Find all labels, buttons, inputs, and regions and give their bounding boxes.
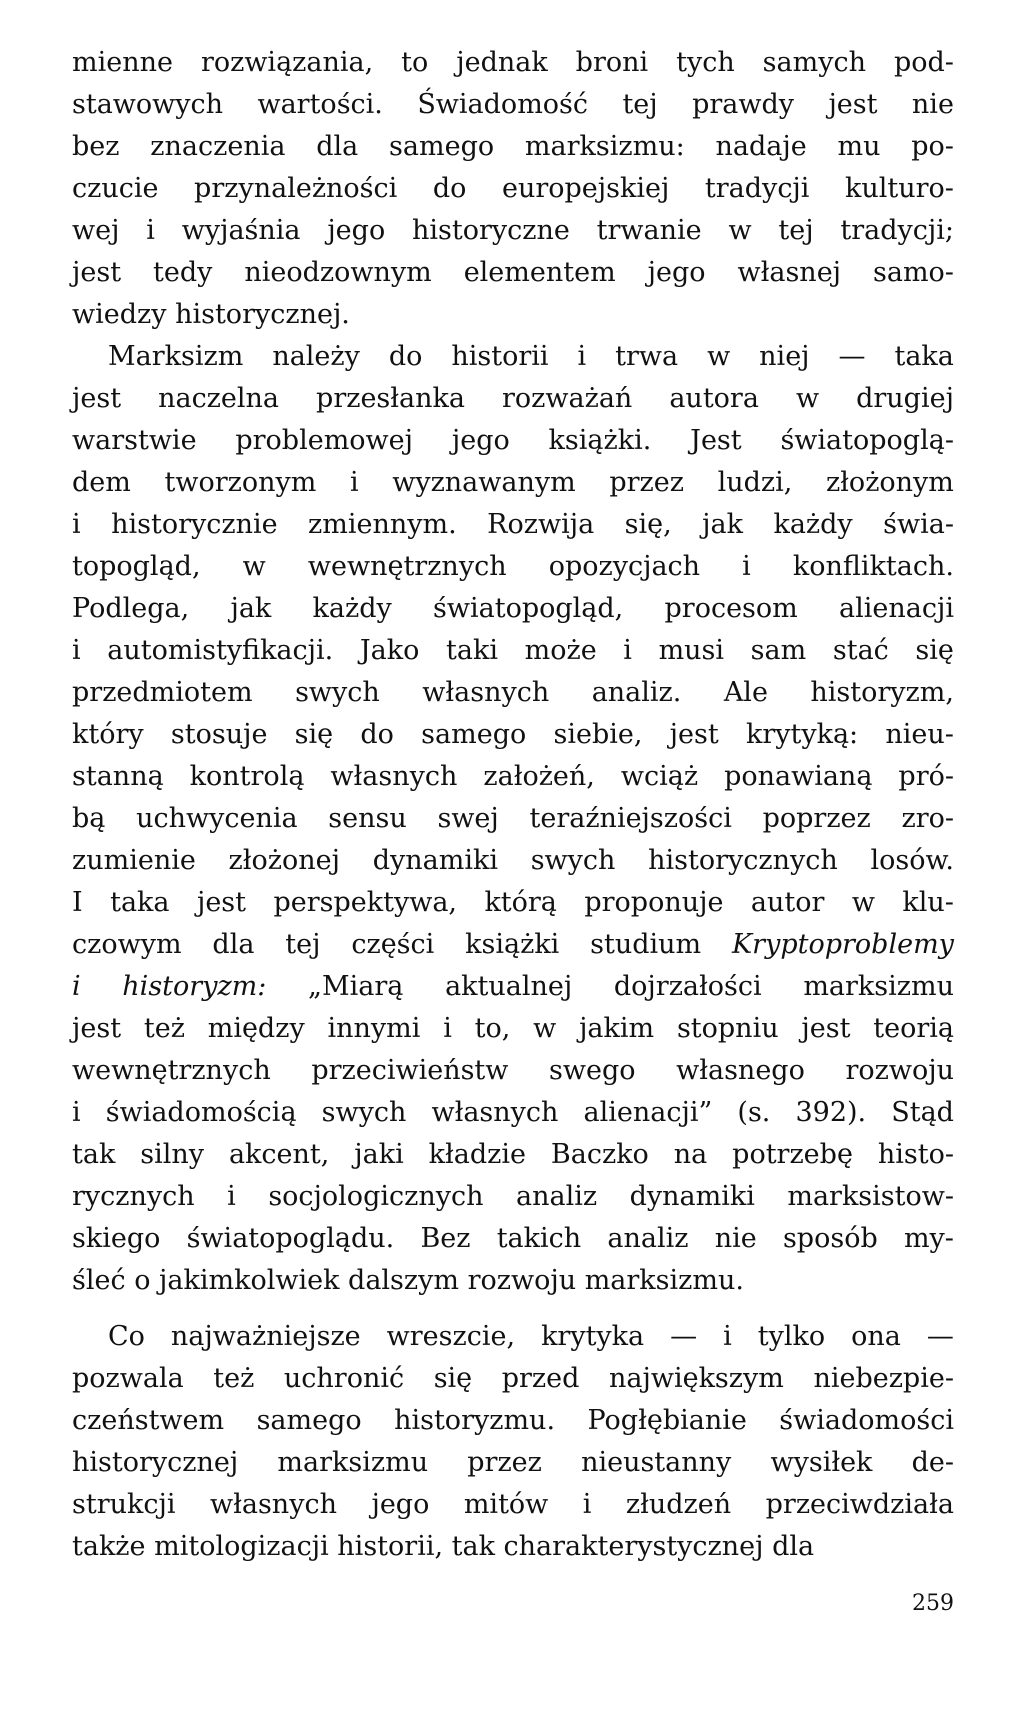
word: jego xyxy=(647,257,706,288)
word: się xyxy=(433,1363,473,1394)
word: mitologizacji xyxy=(154,1531,338,1562)
word: jaki xyxy=(354,1139,404,1170)
text-line xyxy=(72,378,954,420)
word: problemowej xyxy=(235,425,414,456)
word: i xyxy=(227,1181,236,1212)
word: uchronić xyxy=(283,1363,405,1394)
word: ludzi, xyxy=(717,467,793,498)
word: do xyxy=(360,719,394,750)
word: tradycji xyxy=(704,173,810,204)
word: pod- xyxy=(893,47,954,78)
word: własnego xyxy=(676,1055,805,1086)
text-line xyxy=(72,420,954,462)
word: teraźniejszości xyxy=(529,803,732,834)
word: „Miarą xyxy=(308,971,404,1002)
word: Jest xyxy=(690,425,742,456)
word: i xyxy=(146,215,155,246)
word: opozycjach xyxy=(548,551,701,582)
word: pozwala xyxy=(72,1363,184,1394)
word: trwa xyxy=(615,341,679,372)
word: w xyxy=(795,383,820,414)
word: nieu- xyxy=(885,719,954,750)
word: jak xyxy=(702,509,744,540)
word: Pogłębianie xyxy=(587,1405,747,1436)
text-line xyxy=(72,1218,954,1260)
text-line xyxy=(72,294,954,336)
word: o xyxy=(134,1265,160,1296)
word: drugiej xyxy=(856,383,954,414)
word: potrzebę xyxy=(732,1139,853,1170)
text-line xyxy=(72,924,954,966)
word: przesłanka xyxy=(316,383,465,414)
word: historyczne xyxy=(412,215,570,246)
word: jak xyxy=(230,593,272,624)
word: złożonym xyxy=(825,467,954,498)
word: przed xyxy=(501,1363,580,1394)
text-line xyxy=(72,798,954,840)
word: alienacji xyxy=(839,593,954,624)
word: tworzonym xyxy=(164,467,317,498)
word: historycznie xyxy=(111,509,278,540)
word: mitów xyxy=(463,1489,549,1520)
word: broni xyxy=(575,47,649,78)
word: przeciwieństw xyxy=(311,1055,509,1086)
word: historyzmu. xyxy=(394,1405,556,1436)
word: stawowych xyxy=(72,89,224,120)
word: mu xyxy=(837,131,881,162)
word: też xyxy=(213,1363,255,1394)
word: autora xyxy=(669,383,759,414)
word: się xyxy=(915,635,954,666)
word: poprzez xyxy=(762,803,871,834)
text-line xyxy=(72,588,954,630)
text-line xyxy=(72,84,954,126)
word: nie xyxy=(714,1223,757,1254)
word: procesom xyxy=(664,593,798,624)
word: bą xyxy=(72,803,106,834)
word: musi xyxy=(658,635,725,666)
word: akcent, xyxy=(228,1139,330,1170)
body-text xyxy=(72,42,954,1568)
word: marksizmu xyxy=(277,1447,429,1478)
word: automistyfikacji. xyxy=(107,635,334,666)
word: świa- xyxy=(883,509,954,540)
text-line xyxy=(72,1008,954,1050)
word: własnych xyxy=(431,1097,559,1128)
word: de- xyxy=(911,1447,954,1478)
word: własnych xyxy=(330,761,458,792)
word: Bez xyxy=(420,1223,471,1254)
word: złożonej xyxy=(228,845,341,876)
word: (s. xyxy=(737,1097,771,1128)
word: historii xyxy=(451,341,549,372)
word: swych xyxy=(321,1097,407,1128)
word: nieodzownym xyxy=(244,257,432,288)
word: dem xyxy=(72,467,131,498)
word: wartości. xyxy=(257,89,383,120)
word: stosuje xyxy=(170,719,268,750)
word: sposób xyxy=(782,1223,878,1254)
word: historycznej. xyxy=(175,299,350,330)
word: rozwiązania, xyxy=(200,47,374,78)
text-line xyxy=(72,252,954,294)
word: ponawianą xyxy=(724,761,873,792)
word: śleć xyxy=(72,1265,135,1296)
word: trwanie xyxy=(596,215,702,246)
word: charakterystycznej xyxy=(503,1531,773,1562)
word: marksistow- xyxy=(787,1181,954,1212)
word: analiz. xyxy=(591,677,682,708)
word: zumienie xyxy=(72,845,196,876)
word: nie xyxy=(911,89,954,120)
word: przynależności xyxy=(194,173,398,204)
word: historyzm: xyxy=(122,971,267,1002)
word: stopniu xyxy=(676,1013,779,1044)
text-line xyxy=(72,336,954,378)
word: i xyxy=(443,1013,452,1044)
word: jakimkolwiek xyxy=(159,1265,349,1296)
word: w xyxy=(851,887,875,918)
word: tradycji; xyxy=(840,215,954,246)
text-line xyxy=(72,756,954,798)
word: ona xyxy=(851,1321,901,1352)
word: własnych xyxy=(209,1489,337,1520)
word: nadaje xyxy=(715,131,807,162)
word: się, xyxy=(624,509,672,540)
word: w xyxy=(707,341,731,372)
word: marksizmu. xyxy=(584,1265,744,1296)
word: klu- xyxy=(902,887,954,918)
word: może xyxy=(524,635,597,666)
word: Rozwija xyxy=(487,509,595,540)
word: uchwycenia xyxy=(136,803,298,834)
text-line xyxy=(72,42,954,84)
word: Co xyxy=(108,1321,145,1352)
word: na xyxy=(673,1139,708,1170)
word: studium xyxy=(590,929,702,960)
word: warstwie xyxy=(72,425,197,456)
text-line xyxy=(72,630,954,672)
word: tylko xyxy=(757,1321,826,1352)
word: marksizmu: xyxy=(524,131,685,162)
word: samego xyxy=(421,719,527,750)
text-line xyxy=(72,1526,954,1568)
word: histo- xyxy=(877,1139,954,1170)
word: wciąż xyxy=(620,761,699,792)
word: i xyxy=(349,467,359,498)
word: światopogląd, xyxy=(433,593,624,624)
word: założeń, xyxy=(483,761,595,792)
word: wej xyxy=(72,215,120,246)
word: własnych xyxy=(422,677,550,708)
word: historycznych xyxy=(648,845,838,876)
word: stanną xyxy=(72,761,164,792)
word: i xyxy=(72,635,81,666)
word: po- xyxy=(911,131,954,162)
word: I xyxy=(72,887,83,918)
paragraph xyxy=(72,336,954,1302)
word: czowym xyxy=(72,929,182,960)
word: jest xyxy=(196,887,247,918)
word: jego xyxy=(451,425,510,456)
word: i xyxy=(742,551,751,582)
word: historyzm, xyxy=(810,677,954,708)
word: jakim xyxy=(579,1013,655,1044)
word: wreszcie, xyxy=(386,1321,516,1352)
word: samego xyxy=(256,1405,362,1436)
word: i xyxy=(623,635,632,666)
word: losów. xyxy=(870,845,954,876)
word: — xyxy=(670,1321,698,1352)
word: książki xyxy=(465,929,560,960)
word: europejskiej xyxy=(501,173,670,204)
word: który xyxy=(72,719,144,750)
word: 392). xyxy=(795,1097,867,1128)
word: jest xyxy=(72,257,122,288)
word: każdy xyxy=(312,593,392,624)
word: Świadomość xyxy=(417,89,589,120)
word: proponuje xyxy=(584,887,724,918)
word: krytyka xyxy=(541,1321,645,1352)
text-line xyxy=(72,672,954,714)
word: którą xyxy=(484,887,557,918)
word: historycznej xyxy=(72,1447,239,1478)
word: rozwoju xyxy=(845,1055,954,1086)
word: i xyxy=(72,971,81,1002)
text-line xyxy=(72,462,954,504)
word: świadomością xyxy=(105,1097,297,1128)
text-line xyxy=(72,210,954,252)
word: też xyxy=(143,1013,185,1044)
word: świadomości xyxy=(779,1405,954,1436)
text-line xyxy=(72,1400,954,1442)
word: perspektywa, xyxy=(273,887,457,918)
word: samo- xyxy=(873,257,954,288)
page-number: 259 xyxy=(912,1591,954,1616)
word: kontrolą xyxy=(189,761,305,792)
word: jest xyxy=(828,89,878,120)
word: siebie, xyxy=(553,719,643,750)
text-line xyxy=(72,1442,954,1484)
word: zro- xyxy=(901,803,954,834)
word: i xyxy=(723,1321,732,1352)
word: kulturo- xyxy=(845,173,954,204)
text-line xyxy=(72,1092,954,1134)
word: my- xyxy=(903,1223,954,1254)
word: swych xyxy=(530,845,616,876)
word: aktualnej xyxy=(445,971,573,1002)
word: stać xyxy=(832,635,889,666)
text-line xyxy=(72,1050,954,1092)
word: niej xyxy=(759,341,810,372)
word: tej xyxy=(622,89,658,120)
word: Podlega, xyxy=(72,593,190,624)
text-line xyxy=(72,714,954,756)
word: konfliktach. xyxy=(792,551,954,582)
word: tych xyxy=(676,47,735,78)
word: takich xyxy=(496,1223,582,1254)
word: wewnętrznych xyxy=(72,1055,271,1086)
word: czucie xyxy=(72,173,159,204)
word: swego xyxy=(549,1055,636,1086)
word: kładzie xyxy=(428,1139,526,1170)
word: światopoglądu. xyxy=(186,1223,395,1254)
word: dalszym xyxy=(348,1265,468,1296)
word: jest xyxy=(72,1013,122,1044)
word: każdy xyxy=(773,509,853,540)
text-line xyxy=(72,504,954,546)
word: wyjaśnia xyxy=(181,215,301,246)
word: tak xyxy=(451,1531,504,1562)
word: złudzeń xyxy=(625,1489,732,1520)
word: i xyxy=(582,1489,592,1520)
text-line xyxy=(72,1176,954,1218)
word: — xyxy=(838,341,866,372)
word: dojrzałości xyxy=(613,971,762,1002)
word: taka xyxy=(110,887,170,918)
word: sam xyxy=(750,635,807,666)
word: części xyxy=(351,929,435,960)
word: samego xyxy=(389,131,495,162)
word: socjologicznych xyxy=(268,1181,484,1212)
text-line xyxy=(72,1484,954,1526)
text-line xyxy=(72,126,954,168)
word: jest xyxy=(72,383,122,414)
word: tej xyxy=(778,215,814,246)
word: swych xyxy=(295,677,380,708)
word: należy xyxy=(272,341,360,372)
word: strukcji xyxy=(72,1489,176,1520)
text-line xyxy=(72,1316,954,1358)
word: tej xyxy=(285,929,321,960)
word: jego xyxy=(327,215,386,246)
word: wyznawanym xyxy=(392,467,576,498)
word: sensu xyxy=(328,803,407,834)
word: to, xyxy=(474,1013,511,1044)
word: to xyxy=(401,47,429,78)
word: przez xyxy=(609,467,684,498)
word: mienne xyxy=(72,47,173,78)
text-line xyxy=(72,966,954,1008)
word: Kryptoproblemy xyxy=(732,929,954,960)
word: tak xyxy=(72,1139,116,1170)
text-line xyxy=(72,1358,954,1400)
word: alienacji” xyxy=(583,1097,713,1128)
text-line xyxy=(72,1260,954,1302)
word: Ale xyxy=(723,677,768,708)
word: w xyxy=(533,1013,557,1044)
word: jego xyxy=(371,1489,430,1520)
word: — xyxy=(926,1321,954,1352)
word: przeciwdziała xyxy=(765,1489,954,1520)
word: innymi xyxy=(327,1013,421,1044)
word: najważniejsze xyxy=(170,1321,361,1352)
word: samych xyxy=(762,47,866,78)
word: światopoglą- xyxy=(780,425,954,456)
word: rozważań xyxy=(502,383,633,414)
word: elementem xyxy=(463,257,616,288)
word: znaczenia xyxy=(150,131,286,162)
word: analiz xyxy=(515,1181,598,1212)
word: silny xyxy=(140,1139,205,1170)
word: dynamiki xyxy=(372,845,498,876)
word: Jako xyxy=(359,635,420,666)
word: skiego xyxy=(72,1223,161,1254)
word: dla xyxy=(772,1531,815,1562)
paragraph xyxy=(72,1316,954,1568)
word: pró- xyxy=(898,761,954,792)
word: własnej xyxy=(737,257,842,288)
word: krytyką: xyxy=(745,719,859,750)
text-line xyxy=(72,1134,954,1176)
word: się xyxy=(294,719,334,750)
word: i xyxy=(577,341,587,372)
word: historii, xyxy=(337,1531,452,1562)
word: swej xyxy=(437,803,499,834)
word: dynamiki xyxy=(629,1181,755,1212)
word: bez xyxy=(72,131,120,162)
paragraph xyxy=(72,42,954,336)
word: nieustanny xyxy=(581,1447,732,1478)
word: i xyxy=(72,509,81,540)
paragraph-gap xyxy=(72,1302,954,1316)
word: w xyxy=(242,551,266,582)
word: największym xyxy=(608,1363,784,1394)
word: topogląd, xyxy=(72,551,201,582)
word: niebezpie- xyxy=(813,1363,954,1394)
word: między xyxy=(207,1013,305,1044)
word: wiedzy xyxy=(72,299,176,330)
word: książki. xyxy=(548,425,652,456)
word: Marksizm xyxy=(108,341,244,372)
word: autor xyxy=(750,887,825,918)
word: taka xyxy=(894,341,954,372)
word: do xyxy=(388,341,423,372)
word: przedmiotem xyxy=(72,677,253,708)
word: teorią xyxy=(873,1013,954,1044)
word: Stąd xyxy=(891,1097,954,1128)
word: dla xyxy=(212,929,255,960)
word: analiz xyxy=(607,1223,689,1254)
word: zmiennym. xyxy=(308,509,457,540)
text-line xyxy=(72,840,954,882)
word: wewnętrznych xyxy=(307,551,507,582)
word: jest xyxy=(669,719,719,750)
word: naczelna xyxy=(158,383,280,414)
word: prawdy xyxy=(692,89,795,120)
word: Baczko xyxy=(550,1139,649,1170)
word: taki xyxy=(446,635,498,666)
word: do xyxy=(432,173,467,204)
word: jest xyxy=(801,1013,851,1044)
word: także xyxy=(72,1531,155,1562)
word: i xyxy=(72,1097,81,1128)
word: jednak xyxy=(456,47,548,78)
word: czeństwem xyxy=(72,1405,225,1436)
text-line xyxy=(72,882,954,924)
word: w xyxy=(728,215,752,246)
word: rozwoju xyxy=(467,1265,585,1296)
text-line xyxy=(72,168,954,210)
word: wysiłek xyxy=(770,1447,873,1478)
word: tedy xyxy=(153,257,213,288)
word: dla xyxy=(316,131,359,162)
word: marksizmu xyxy=(803,971,954,1002)
text-line xyxy=(72,546,954,588)
word: rycznych xyxy=(72,1181,195,1212)
word: przez xyxy=(467,1447,542,1478)
